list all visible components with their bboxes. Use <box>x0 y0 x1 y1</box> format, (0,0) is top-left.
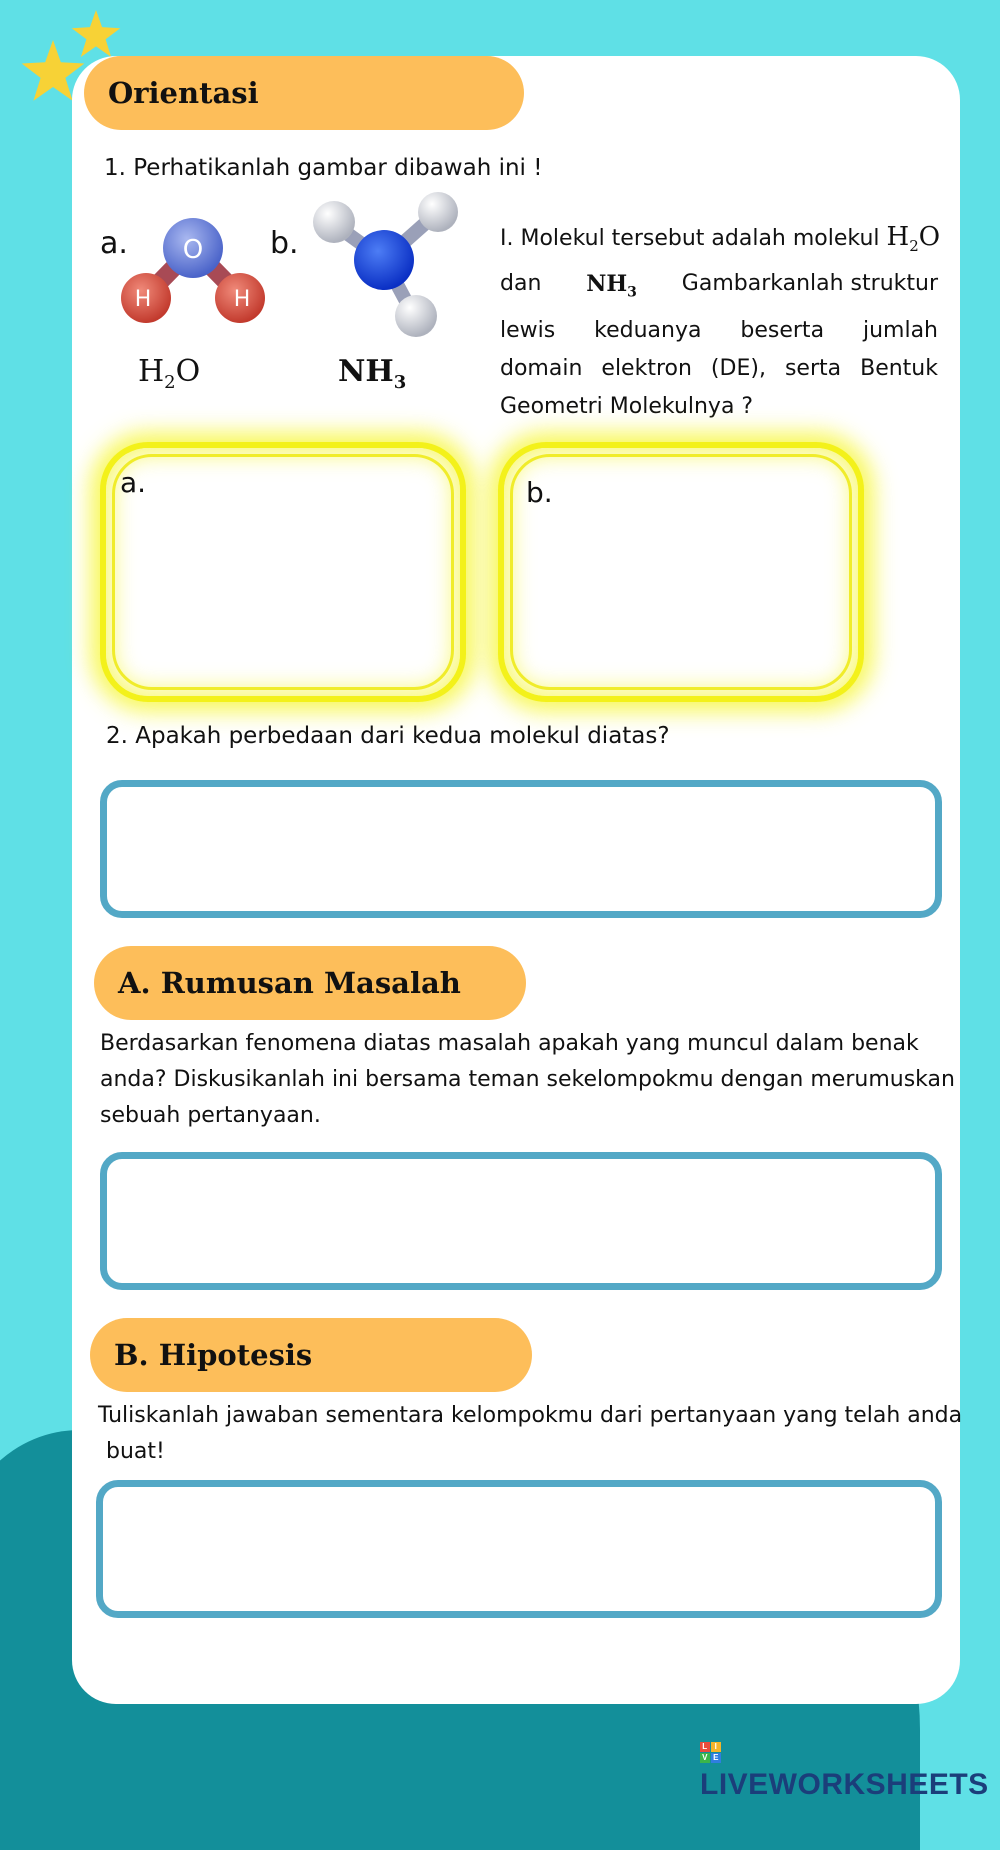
hipotesis-header <box>90 1318 532 1392</box>
brand-text: LIVEWORKSHEETS <box>700 1768 989 1801</box>
molecule-label-a: a. <box>100 226 128 261</box>
answer-box-b-label: b. <box>526 476 553 509</box>
live-logo-icon: L I V E <box>700 1742 721 1763</box>
answer-box-rumusan[interactable] <box>100 1152 942 1290</box>
star-icon-small <box>70 10 122 58</box>
nh3-molecule-icon <box>306 188 466 338</box>
h2o-formula: $H_2O$ <box>138 354 201 393</box>
answer-box-a-label: a. <box>120 466 147 499</box>
answer-box-b[interactable] <box>498 442 864 702</box>
nh3-formula: $NH_3$ <box>338 354 407 393</box>
h2o-atom-o: O <box>182 235 204 265</box>
h2o-atom-h1: H <box>134 287 152 312</box>
answer-box-a[interactable] <box>100 442 466 702</box>
molecule-label-b: b. <box>270 226 299 261</box>
instruction-text: I. Molekul tersebut adalah molekul $H_2O$ dan $NH_3$ Gambarkanlah struktur lewis keduanya beserta jumlah domain elektron (DE), serta Bentuk Geometri Molekulnya ? <box>500 222 941 419</box>
rumusan-header <box>94 946 526 1020</box>
answer-box-hipotesis[interactable] <box>96 1480 942 1618</box>
h2o-atom-h2: H <box>233 287 251 312</box>
question-2: 2. Apakah perbedaan dari kedua molekul diatas? <box>106 723 670 749</box>
liveworksheets-logo[interactable] <box>700 1734 1000 1802</box>
orientasi-header <box>84 56 524 130</box>
answer-box-question-2[interactable] <box>100 780 942 918</box>
hipotesis-title: B. Hipotesis <box>114 1338 313 1372</box>
orientasi-title: Orientasi <box>108 76 259 110</box>
rumusan-text: Berdasarkan fenomena diatas masalah apakah yang muncul dalam benak anda? Diskusikanlah ini bersama teman sekelompokmu dengan merumuskan sebuah pertanyaan. <box>100 1031 955 1128</box>
question-1: 1. Perhatikanlah gambar dibawah ini ! <box>104 155 543 181</box>
rumusan-title: A. Rumusan Masalah <box>118 966 461 1000</box>
h2o-molecule-icon <box>118 216 268 326</box>
hipotesis-text: Tuliskanlah jawaban sementara kelompokmu dari pertanyaan yang telah anda buat! <box>98 1403 963 1464</box>
